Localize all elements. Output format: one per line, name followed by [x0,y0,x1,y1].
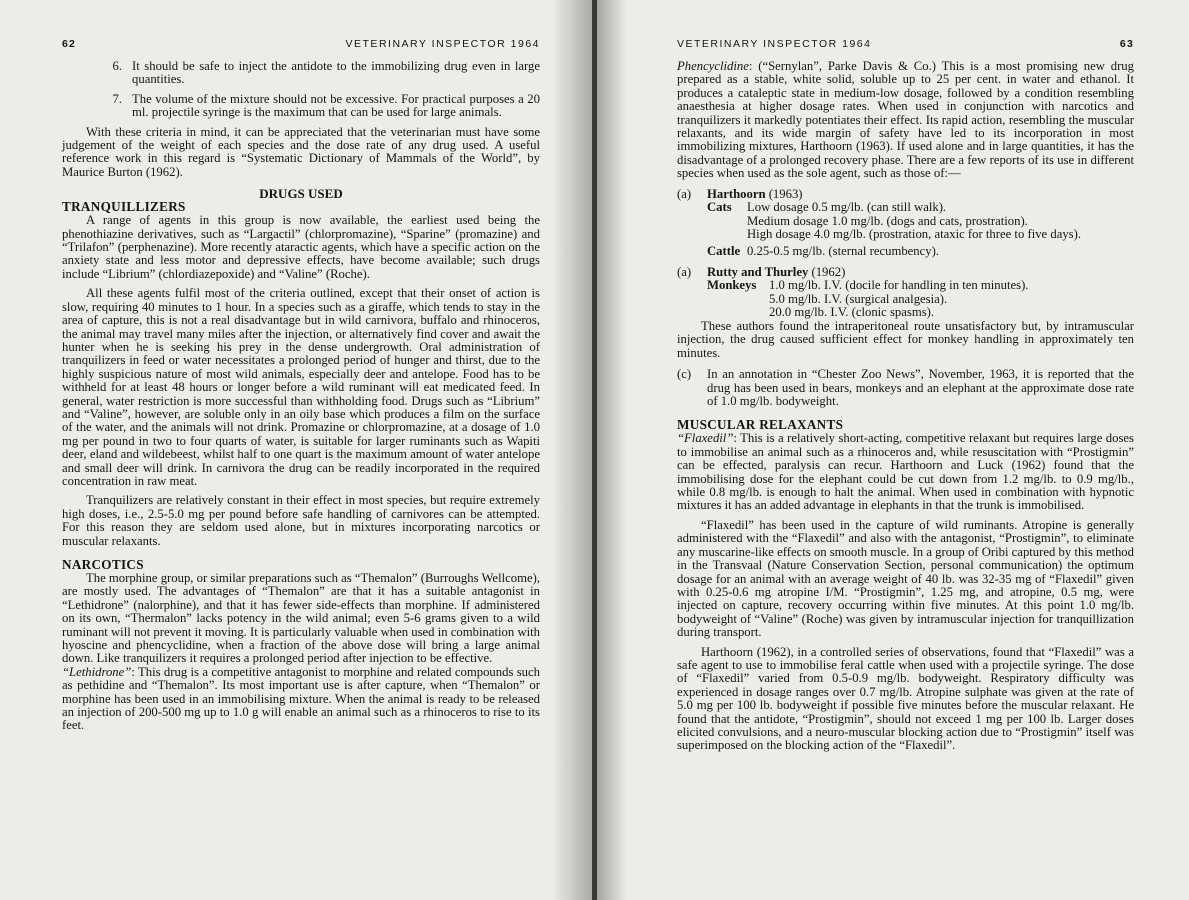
phencyclidine-text: : (“Sernylan”, Parke Davis & Co.) This is a most promising new drug prepared as a stable, white solid, soluble up to 25 per cent. in water and ethanol. It produces a cataleptic state in medium-low dosage, followed by a condition resembling anaesthesia at higher dosage rates. When used in conjunction with narcotics and tranquilizers it markedly potentiates their effect. Its rapid action, resembling the muscular relaxants, and its wide margin of safety have led to its incorporation in most immobilizing mixtures, Harthoorn (1963). If used alone and in large quantities, it has the disadvantage of a prolonged recovery phase. There are a few reports of its use in different species when used as the sole agent, such as those of:— [677,59,1134,181]
dose-line: 0.25-0.5 mg/lb. (sternal recumbency). [747,244,940,259]
running-head-right [677,38,1134,50]
criteria-item-7 [62,93,540,120]
ref-label: (a) [677,186,692,201]
phencyclidine-label: Phencyclidine [677,59,749,73]
lethidrone-paragraph [62,666,540,733]
tranquillizers-paragraph-1: A range of agents in this group is now available, the earliest used being the phenothiazine derivatives, such as “Largactil” (chlorpromazine), “Sparine” (promazine) and “Trilafon” (perphenazine). More recently ataractic agents, which have a specific action on the anxiety state and less motor and depressive effects, have become available; such drugs include “Librium” (chlordiazepoxide) and “Valine” (Roche). [62,213,540,281]
dose-line: High dosage 4.0 mg/lb. (prostration, ataxic for three to five days). [747,227,1082,242]
dose-line: 5.0 mg/lb. I.V. (surgical analgesia). [769,291,948,306]
dose-row-cats [707,201,1134,242]
flaxedil-paragraph-2: “Flaxedil” has been used in the capture of wild ruminants. Atropine is generally administered with the “Flaxedil” and also with the antagonist, “Prostigmin”, to eliminate any muscarine-like effects on smooth muscle. In a group of Oribi captured by this method in the Transvaal (Nature Conservation Section, personal communication) the optimum dosage for an animal with an average weight of 40 lb. was 32-35 mg of “Flaxedil” given with 0.25-0.6 mg atropine I/M. “Prostigmin”, 1.25 mg, and atropine, 0.5 mg, were injected on capture, recovery occurring within five minutes. At this point 1.0 mg/lb. bodyweight of “Valine” (Roche) was given by intramuscular injection for tranquillization during transport. [677,517,1134,640]
species-label: Cats [707,200,732,215]
ref-label: (c) [677,367,692,382]
flaxedil-label: “Flaxedil” [677,431,734,446]
flaxedil-paragraph-3: Harthoorn (1962), in a controlled series of observations, found that “Flaxedil” was a safe agent to use to immobilise feral cattle when used with a projectile syringe. The dose of “Flaxedil” varied from 0.5-0.9 mg/lb. bodyweight. Respiratory difficulty was experienced in dosage ranges over 0.7 mg/lb. Atropine sulphate was given at the rate of 5.0 mg per 100 lb. bodyweight if possible five minutes before the muscular relaxant. He found that the antidote, “Prostigmin”, should not exceed 1 mg per 100 lb. Larger doses elicited convulsions, and a neuro-muscular blocking action due to “Prostigmin” itself was superimposed on the blocking action of the “Flaxedil”. [677,644,1134,753]
monkeys-note: These authors found the intraperitoneal route unsatisfactory but, by intramuscular injection, the drug caused sufficient effect for monkey handling in approximately ten minutes. [677,319,1134,360]
species-label: Monkeys [707,278,757,293]
ref-author: Rutty and Thurley [707,264,809,279]
item-number: 6. [112,59,122,73]
muscular-relaxants-heading: MUSCULAR RELAXANTS [677,417,844,433]
ref-label: (a) [677,264,692,279]
dose-row-monkeys [707,279,1134,320]
tranquillizers-paragraph-3: Tranquilizers are relatively constant in their effect in most species, but require extremely high doses, i.e., 2.5-5.0 mg per pound before safe handling of carnivores can be attempted. For this reason they are seldom used alone, but in mixtures incorporating narcotics or muscular relaxants. [62,493,540,548]
lethidrone-label: “Lethidrone” [62,664,132,679]
running-title-left: VETERINARY INSPECTOR 1964 [345,38,540,50]
drugs-used-heading: DRUGS USED [259,186,343,202]
ref-author: Harthoorn [707,186,766,201]
narcotics-heading: NARCOTICS [62,557,144,572]
running-head-left [62,38,540,50]
intro-paragraph: With these criteria in mind, it can be appreciated that the veterinarian must have some judgement of the weight of each species and the dose rate of any drug used. A useful reference work in this regard is “Systematic Dictionary of Mammals of the World”, by Maurice Burton (1962). [62,124,540,179]
gutter-shadow [597,0,627,900]
reference-harthoorn [677,188,1134,202]
tranquillizers-heading: TRANQUILLIZERS [62,199,186,215]
gutter-shadow [552,0,592,900]
ref-text: In an annotation in “Chester Zoo News”, November, 1963, it is reported that the drug has been used in bears, monkeys and an elephant at the approximate dose rate of 1.0 mg/lb. bodyweight. [707,367,1134,409]
criteria-item-6 [62,60,540,87]
rutty-dose-table [707,279,1134,320]
tranquillizers-paragraph-2: All these agents fulfil most of the criteria outlined, except that their onset of action is slow, requiring 40 minutes to 1 hour. In a species such as a giraffe, which tends to stay in the area of capture, this is not a real disadvantage but in wild carnivora, buffalo and rhinoceros, the animal may travel many miles after the injection, or alternatively find cover and await the hunter when he is seeking his prey in the dense undergrowth. Oral administration of tranquilizers in feed or water necessitates a prolonged period of hunger and thirst, due to the highly suspicious nature of most wild animals, especially deer and antelope. Food has to be withheld for at least 48 hours or longer before a wild ruminant will eat medicated feed. In general, water restriction is more successful than withholding food. Drugs such as “Librium” and “Valine”, however, are soluble only in an oily base which produces a film on the surface of the water, and the animals will not drink. Promazine or chlorpromazine, at a dosage of 1.0 mg per pound in two to four quarts of water, is suitable for larger ruminants such as Wapiti deer, eland and wildebeest, whilst half to one quart is the maximum amount of water antelope and small deer will drink. In carnivora the drug can be readily incorporated in the required concentration in raw meat. [62,286,540,488]
item-text: It should be safe to inject the antidote to the immobilizing drug even in large quantities. [132,59,540,87]
lethidrone-text: : This drug is a competitive antagonist to morphine and related compounds such as pethidine and “Themalon”. Its most important use is after capture, when “Themalon” or morphine has been used in an immobilising mixture. When the animal is ready to be released an injection of 200-500 mg up to 1.0 g will enable an animal such as a rhinoceros to rise to its feet. [62,664,540,733]
reference-rutty-thurley [677,266,1134,280]
dose-line: Medium dosage 1.0 mg/lb. (dogs and cats, prostration). [747,213,1028,228]
right-page [597,0,1189,900]
narcotics-paragraph-1: The morphine group, or similar preparations such as “Themalon” (Burroughs Wellcome), are mostly used. The advantages of “Themalon” are that it has a suitable antagonist in “Lethidrone” (nalorphine), and that it has fewer side-effects than morphine. If administered on its own, “Thermalon” lacks potency in the wild animal; even 5-6 grams given to a wild ruminant will not prevent it moving. It is particularly valuable when used in combination with hyoscine and phencyclidine, when a fraction of the above dose will bring a large animal down. Like tranquilizers it requires a prolonged period after injection to be effective. [62,571,540,666]
dose-row-cattle [707,245,1134,259]
dose-line: 20.0 mg/lb. I.V. (clonic spasms). [769,305,935,320]
item-number: 7. [112,91,122,106]
ref-year: (1962) [808,264,846,279]
reference-chester-zoo [677,368,1134,408]
flaxedil-paragraph [677,432,1134,512]
species-label: Cattle [707,244,741,259]
flaxedil-text: : This is a relatively short-acting, competitive relaxant but requires large doses to immobilise an animal such as a rhinoceros and, while resuscitation with “Prostigmin” can be effected, paralysis can recur. Harthoorn and Luck (1962) found that the immobilising dose for the elephant could be cut down from 1.2 mg/lb. to 0.9 mg/lb., while 0.8 mg/lb. is enough to halt the animal. When used in combination with hypnotic mixtures it has an added advantage in elephants in that the trunk is immobilised. [677,431,1134,513]
dose-line: Low dosage 0.5 mg/lb. (can still walk). [747,200,947,215]
ref-year: (1963) [765,186,803,201]
left-page [0,0,592,900]
phencyclidine-paragraph [677,60,1134,181]
page-number-left: 62 [62,38,77,50]
harthoorn-dose-table [707,201,1134,258]
dose-line: 1.0 mg/lb. I.V. (docile for handling in ten minutes). [769,278,1029,293]
item-text: The volume of the mixture should not be excessive. For practical purposes a 20 ml. projectile syringe is the maximum that can be used for large animals. [132,91,540,120]
page-number-right: 63 [1119,38,1134,50]
running-title-right: VETERINARY INSPECTOR 1964 [677,38,872,50]
